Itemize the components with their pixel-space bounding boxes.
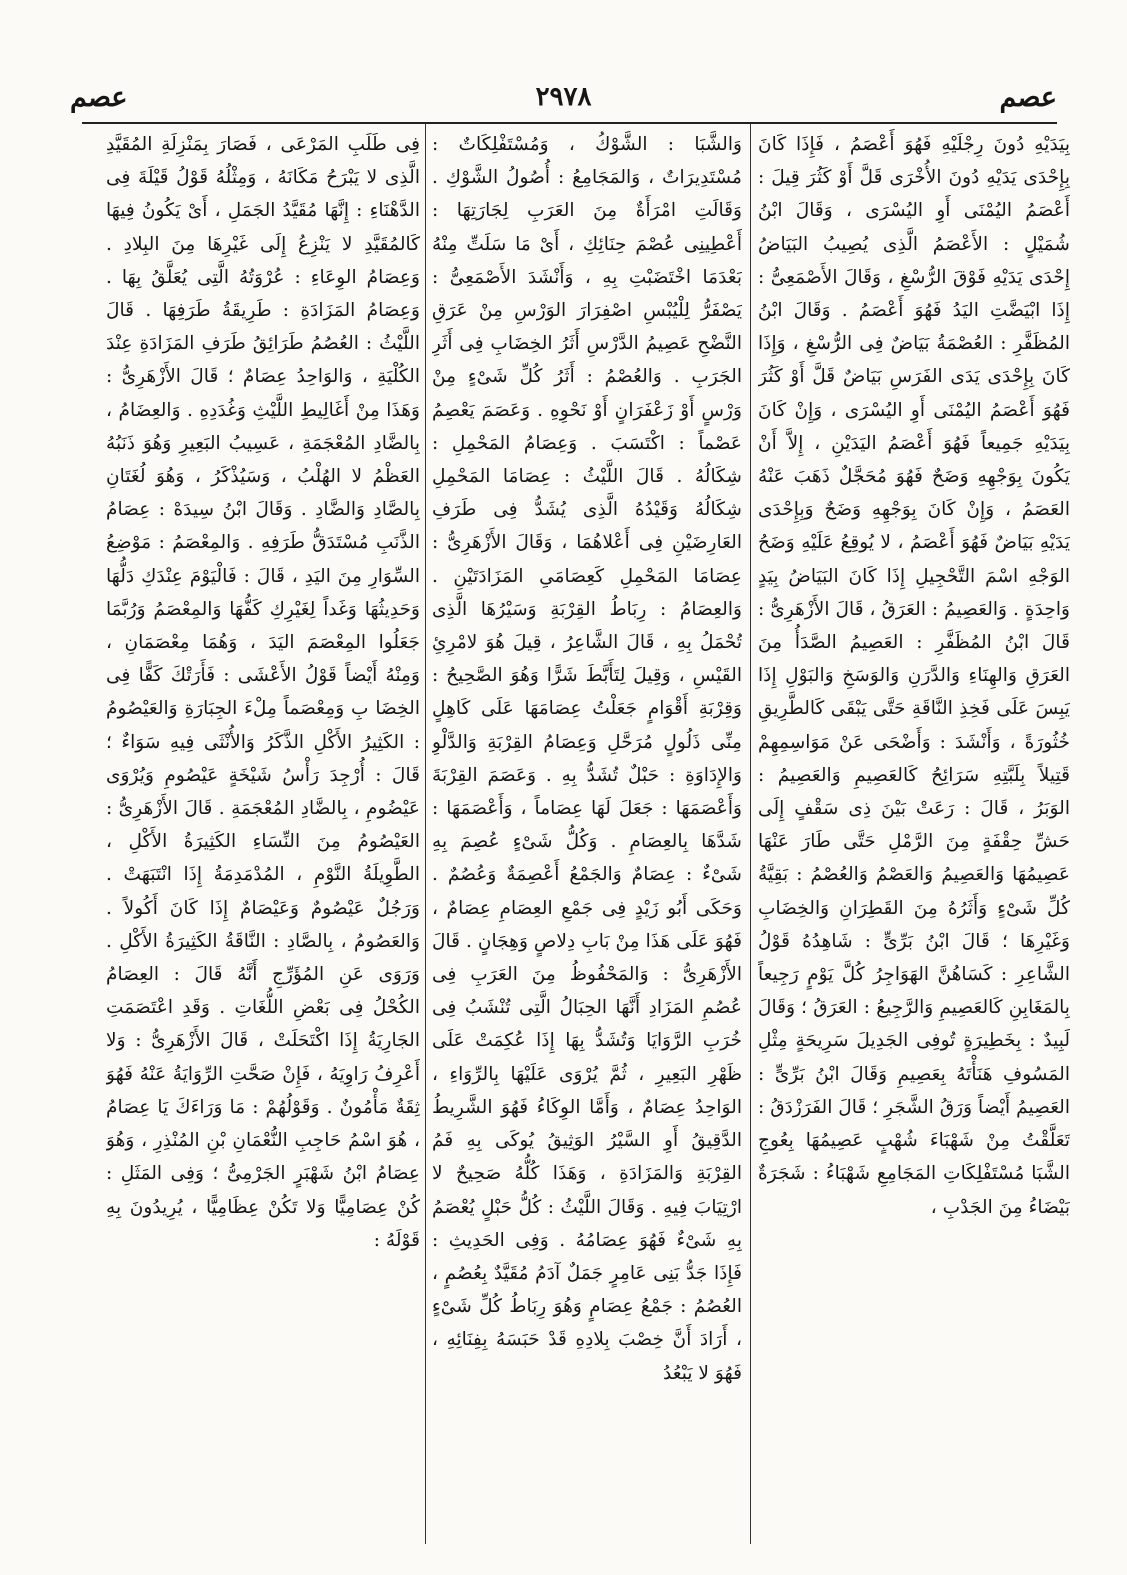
column-left	[106, 128, 420, 1528]
column-left-text: فِى طَلَبِ المَرْعَى ، فَصَارَ بِمَنْزِلَةِ المُقَيَّدِ الَّذِى لا يَبْرَحُ مَكَانَهُ ، وَمِثْلُهُ قَوْلُ قَيْلَةَ فِى الدَّهْنَاءِ : إِنَّهَا مُقَيَّدُ الجَمَلِ ، أَىْ يَكُونُ فِيهَا كَالمُقَيَّدِ لا يَنْزِعُ إِلَى غَيْرِهَا مِنَ البِلادِ . وَعِصَامُ الوِعَاءِ : عُرْوَتُهُ الَّتِى يُعَلَّقُ بِهَا . وَعِصَامُ المَزَادَةِ : طَرِيقَةُ طَرَفِهَا . قَالَ اللَّيْثُ : العُصُمُ طَرَائِقُ طَرَفِ المَزَادَةِ عِنْدَ الكُلْيَةِ ، وَالوَاحِدُ عِصَامٌ ؛ قَالَ الأَزْهَرِىُّ : وَهَذَا مِنْ أَغَالِيطِ اللَّيْثِ وَغُدَدِهِ . وَالعِضَامُ ، بِالضَّادِ المُعْجَمَةِ ، عَسِيبُ البَعِيرِ وَهُوَ ذَنَبُهُ العَظْمُ لا الهُلْبُ ، وَسَيُذْكَرُ ، وَهُوَ لُغَتَانِ بِالصَّادِ وَالضَّادِ . وَقَالَ ابْنُ سِيدَهْ : عِصَامُ الذَّنَبِ مُسْتَدَقُّ طَرَفِهِ . وَالمِعْصَمُ : مَوْضِعُ السِّوَارِ مِنَ اليَدِ ، قَالَ : فَالْيَوْمَ عِنْدَكِ دَلُّهَا وَحَدِيثُهَا وَغَداً لِغَيْرِكِ كَفُّهَا وَالمِعْصَمُ وَرُبَّمَا جَعَلُوا المِعْصَمَ اليَدَ ، وَهُمَا مِعْصَمَانِ ، وَمِنْهُ أَيْضاً قَوْلُ الأَعْشَى : فَأَرَتْكَ كَفًّا فِى الخِضَا بِ وَمِعْصَماً مِلْءَ الجِبَارَةِ وَالعَيْصُومُ : الكَثِيرُ الأَكْلِ الذَّكَرُ وَالأُنْثَى فِيهِ سَوَاءٌ ؛ قَالَ : أُرْجِدَ رَأْسُ شَيْخَةٍ عَيْصُومِ وَيُرْوَى عَيْضُومِ ، بِالضَّادِ المُعْجَمَةِ . قَالَ الأَزْهَرِىُّ : العَيْصُومُ مِنَ النِّسَاءِ الكَثِيرَةُ الأَكْلِ ، الطَّوِيلَةُ النَّوْمِ ، المُدْمَدِمَةُ إِذَا انْتَبَهَتْ . وَرَجُلٌ عَيْصُومٌ وَعَيْصَامٌ إِذَا كَانَ أَكُولاً . وَالعَصُومُ ، بِالصَّادِ : النَّاقَةُ الكَثِيرَةُ الأَكْلِ . وَرَوَى عَنِ المُؤَرِّجِ أَنَّهُ قَالَ : العِصَامُ الكُحْلُ فِى بَعْضِ اللُّغَاتِ . وَقَدِ اعْتَصَمَتِ الجَارِيَةُ إِذَا اكْتَحَلَتْ ، قَالَ الأَزْهَرِىُّ : وَلا أَعْرِفُ رَاوِيَهُ ، فَإِنْ صَحَّتِ الرِّوَايَةُ عَنْهُ فَهُوَ ثِقَةٌ مَأْمُونٌ . وَقَوْلُهُمْ : مَا وَرَاءَكَ يَا عِصَامُ ، هُوَ اسْمُ حَاجِبِ النُّعْمَانِ بْنِ المُنْذِرِ ، وَهُوَ عِصَامُ ابْنُ شَهْبَرٍ الجَرْمِىُّ ؛ وَفِى المَثَلِ : كُنْ عِصَامِيًّا وَلا تَكُنْ عِظَامِيًّا ، يُرِيدُونَ بِهِ قَوْلَهُ :	[106, 134, 420, 1251]
column-right-text: بِيَدَيْهِ دُونَ رِجْلَيْهِ فَهُوَ أَعْصَمُ ، فَإِذَا كَانَ بِإِحْدَى يَدَيْهِ دُونَ الأُخْرَى قَلَّ أَوْ كَثُرَ قِيلَ : أَعْصَمُ اليُمْنَى أَوِ اليُسْرَى ، وَقَالَ ابْنُ شُمَيْلٍ : الأَعْصَمُ الَّذِى يُصِيبُ البَيَاضُ إِحْدَى يَدَيْهِ فَوْقَ الرُّسْغِ ، وَقَالَ الأَصْمَعِىُّ : إِذَا ابْيَضَّتِ اليَدُ فَهُوَ أَعْصَمُ . وَقَالَ ابْنُ المُظَفَّرِ : العُصْمَةُ بَيَاضٌ فِى الرُّسْغِ ، وَإِذَا كَانَ بِإِحْدَى يَدَى الفَرَسِ بَيَاضٌ قَلَّ أَوْ كَثُرَ فَهُوَ أَعْصَمُ اليُمْنَى أَوِ اليُسْرَى ، وَإِنْ كَانَ بِيَدَيْهِ جَمِيعاً فَهُوَ أَعْصَمُ اليَدَيْنِ ، إِلاَّ أَنْ يَكُونَ بِوَجْهِهِ وَضَحٌ فَهُوَ مُحَجَّلٌ ذَهَبَ عَنْهُ العَصَمُ ، وَإِنْ كَانَ بِوَجْهِهِ وَضَحٌ وَبِإِحْدَى يَدَيْهِ بَيَاضٌ فَهُوَ أَعْصَمُ ، لا يُوقِعُ عَلَيْهِ وَضَحُ الوَجْهِ اسْمَ التَّحْجِيلِ إِذَا كَانَ البَيَاضُ بِيَدٍ وَاحِدَةٍ . وَالعَصِيمُ : العَرَقُ ، قَالَ الأَزْهَرِىُّ : قَالَ ابْنُ المُظَفَّرِ : العَصِيمُ الصَّدَأُ مِنَ العَرَقِ وَالهِنَاءِ وَالدَّرَنِ وَالوَسَخِ وَالبَوْلِ إِذَا يَبِسَ عَلَى فَخِذِ النَّاقَةِ حَتَّى يَبْقَى كَالطَّرِيقِ خُثُورَةً ، وَأَنْشَدَ : وَأَضْحَى عَنْ مَوَاسِمِهِمْ قَتِيلاً بِلَبَّتِهِ سَرَائِحُ كَالعَصِيمِ وَالعَصِيمُ : الوَبَرُ ، قَالَ : رَعَتْ بَيْنَ ذِى سَقْفٍ إِلَى حَشِّ حِقْفَةٍ مِنَ الرَّمْلِ حَتَّى طَارَ عَنْهَا عَصِيمُهَا وَالعَصِيمُ وَالعَصْمُ وَالعُصْمُ : بَقِيَّةُ كُلِّ شَىْءٍ وَأَثَرُهُ مِنَ القَطِرَانِ وَالخِضَابِ وَغَيْرِهَا ؛ قَالَ ابْنُ بَرِّىٍّ : شَاهِدُهُ قَوْلُ الشَّاعِرِ : كَسَاهُنَّ الهَوَاجِرُ كُلَّ يَوْمٍ رَجِيعاً بِالمَغَابِنِ كَالعَصِيمِ وَالرَّجِيعُ : العَرَقُ ؛ وَقَالَ لَبِيدٌ : بِخَطِيرَةٍ تُوفِى الجَدِيلَ سَرِيحَةٍ مِثْلِ المَسُوفِ هَنَأْتَهُ بِعَصِيمِ وَقَالَ ابْنُ بَرِّىٍّ : العَصِيمُ أَيْضاً وَرَقُ الشَّجَرِ ؛ قَالَ الفَرَزْدَقُ : تَعَلَّقْتُ مِنْ شَهْبَاءَ شُهْبٍ عَصِيمُهَا بِعُوجِ الشَّبَا مُسْتَفْلِكَاتِ المَجَامِعِ شَهْبَاءُ : شَجَرَةٌ بَيْضَاءُ مِنَ الجَدْبِ ،	[758, 134, 1070, 1218]
column-divider	[750, 124, 751, 1544]
column-divider	[425, 124, 426, 1544]
column-middle	[432, 128, 742, 1528]
column-middle-text: وَالشَّبَا : الشَّوْكُ ، وَمُسْتَفْلِكَاتٌ : مُسْتَدِيرَاتٌ ، وَالمَجَامِعُ : أُصُولُ الشَّوْكِ . وَقَالَتِ امْرَأَةٌ مِنَ العَرَبِ لِجَارَتِهَا : أَعْطِينِى عُصْمَ حِنَائِكِ ، أَىْ مَا سَلَتِّ مِنْهُ بَعْدَمَا اخْتَضَبْتِ بِهِ ، وَأَنْشَدَ الأَصْمَعِىُّ : يَصْفَرُّ لِلْيُبْسِ اصْفِرَارَ الوَرْسِ مِنْ عَرَقِ النَّضْحِ عَصِيمُ الدَّرْسِ أَثَرُ الخِضَابِ فِى أَثَرِ الجَرَبِ . وَالعُصْمُ : أَثَرُ كُلِّ شَىْءٍ مِنْ وَرْسٍ أَوْ زَعْفَرَانٍ أَوْ نَحْوِهِ . وَعَصَمَ يَعْصِمُ عَصْماً : اكْتَسَبَ . وَعِصَامُ المَحْمِلِ : شِكَالُهُ . قَالَ اللَّيْثُ : عِصَامَا المَحْمِلِ شِكَالُهُ وَقَيْدُهُ الَّذِى يُشَدُّ فِى طَرَفِ العَارِضَيْنِ فِى أَعْلاهُمَا ، وَقَالَ الأَزْهَرِىُّ : عِصَامَا المَحْمِلِ كَعِصَامَىِ المَزَادَتَيْنِ . وَالعِصَامُ : رِبَاطُ القِرْبَةِ وَسَيْرُهَا الَّذِى تُحْمَلُ بِهِ ، قَالَ الشَّاعِرُ ، قِيلَ هُوَ لامْرِئِ القَيْسِ ، وَقِيلَ لِتَأَبَّطَ شَرًّا وَهُوَ الصَّحِيحُ : وَقِرْبَةِ أَقْوَامٍ جَعَلْتُ عِصَامَهَا عَلَى كَاهِلٍ مِنِّى ذَلُولٍ مُرَحَّلِ وَعِصَامُ القِرْبَةِ وَالدَّلْوِ وَالإِدَاوَةِ : حَبْلٌ تُشَدُّ بِهِ . وَعَصَمَ القِرْبَةَ وَأَعْصَمَهَا : جَعَلَ لَهَا عِصَاماً ، وَأَعْصَمَهَا : شَدَّهَا بِالعِصَامِ . وَكُلُّ شَىْءٍ عُصِمَ بِهِ شَىْءٌ : عِصَامٌ وَالجَمْعُ أَعْصِمَةٌ وَعُصُمٌ . وَحَكَى أَبُو زَيْدٍ فِى جَمْعِ العِصَامِ عِصَامٌ ، فَهُوَ عَلَى هَذَا مِنْ بَابِ دِلاصٍ وَهِجَانٍ . قَالَ الأَزْهَرِىُّ : وَالمَحْفُوظُ مِنَ العَرَبِ فِى عُصُمِ المَزَادِ أَنَّهَا الحِبَالُ الَّتِى تُنْشَبُ فِى خُرَبِ الرَّوَايَا وَتُشَدُّ بِهَا إِذَا عُكِمَتْ عَلَى ظَهْرِ البَعِيرِ ، ثُمَّ يُرْوَى عَلَيْهَا بِالرِّوَاءِ ، الوَاحِدُ عِصَامٌ ، وَأَمَّا الوِكَاءُ فَهُوَ الشَّرِيطُ الدَّقِيقُ أَوِ السَّيْرُ الوَثِيقُ يُوكَى بِهِ فَمُ القِرْبَةِ وَالمَزَادَةِ ، وَهَذَا كُلُّهُ صَحِيحٌ لا ارْتِيَابَ فِيهِ . وَقَالَ اللَّيْثُ : كُلُّ حَبْلٍ يُعْصَمُ بِهِ شَىْءٌ فَهُوَ عِصَامُهُ . وَفِى الحَدِيثِ : فَإِذَا جَدُّ بَنِى عَامِرٍ جَمَلٌ آدَمُ مُقَيَّدٌ بِعُصُمٍ ، العُصُمُ : جَمْعُ عِصَامٍ وَهُوَ رِبَاطُ كُلِّ شَىْءٍ ، أَرَادَ أَنَّ خِصْبَ بِلادِهِ قَدْ حَبَسَهُ بِفِنَائِهِ ، فَهُوَ لا يَبْعُدُ	[432, 134, 742, 1384]
running-headword-right: عصم	[999, 82, 1057, 113]
page-number: ٢٩٧٨	[535, 82, 592, 112]
column-right	[758, 128, 1070, 1528]
running-headword-left: عصم	[70, 82, 128, 113]
